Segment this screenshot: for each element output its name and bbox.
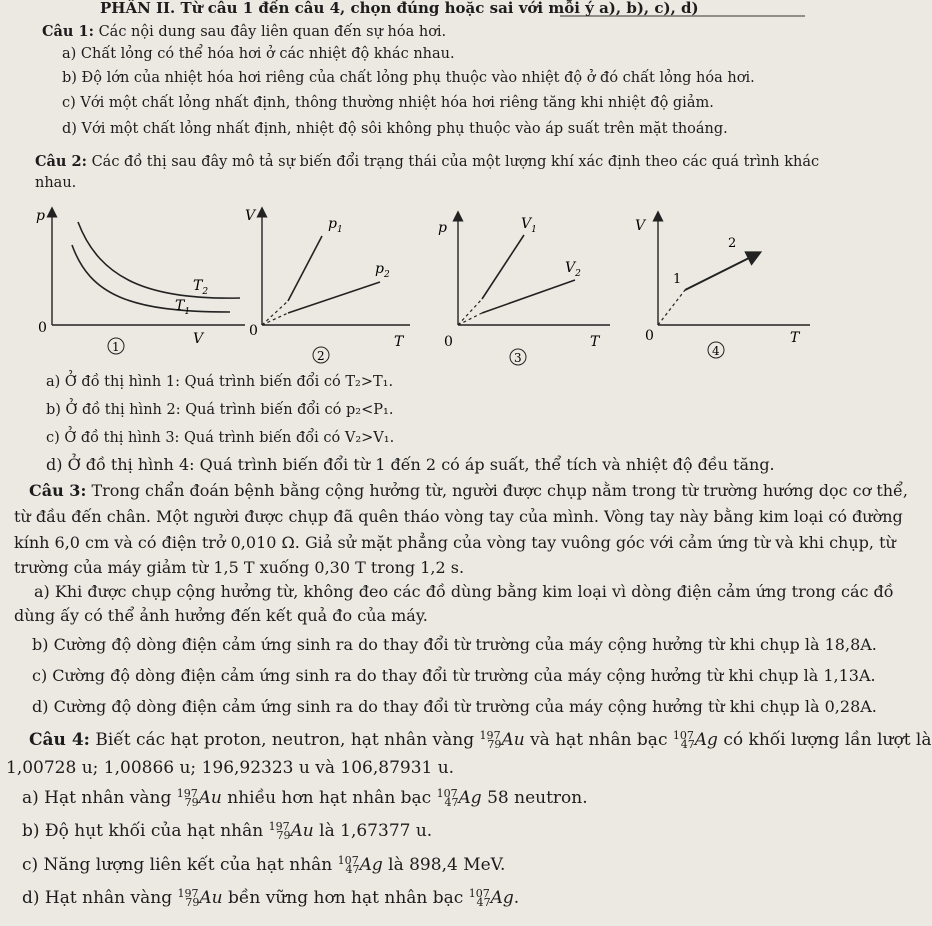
q2-option-b: b) Ở đồ thị hình 2: Quá trình biến đổi có p₂<P₁. — [46, 402, 394, 418]
g1-number: 1 — [112, 340, 120, 354]
g4-number: 4 — [712, 344, 720, 358]
q3-line1 — [29, 482, 908, 500]
g4-y-label: V — [635, 218, 646, 234]
q3-option-d: d) Cường độ dòng điện cảm ứng sinh ra do thay đổi từ trường của máy cộng hưởng từ khi chụp là 0,28A. — [32, 697, 877, 716]
g4-x-label: T — [790, 330, 800, 346]
g1-curve2-label: $T_1$ — [175, 298, 191, 317]
q1-option-b: b) Độ lớn của nhiệt hóa hơi riêng của chất lỏng phụ thuộc vào nhiệt độ ở đó chất lỏng hóa hơi. — [62, 70, 755, 86]
graph-4 — [635, 216, 810, 358]
g4-point2-label: 2 — [728, 236, 737, 251]
q2-stem-line1 — [35, 154, 819, 171]
q3-option-b: b) Cường độ dòng điện cảm ứng sinh ra do thay đổi từ trường của máy cộng hưởng từ khi chụp là 18,8A. — [32, 635, 877, 654]
q1-stem — [42, 24, 446, 41]
q1-option-d: d) Với một chất lỏng nhất định, nhiệt độ sôi không phụ thuộc vào áp suất trên mặt thoáng. — [62, 121, 728, 137]
g1-x-label: V — [193, 331, 204, 347]
q4-label: Câu 4: — [29, 730, 90, 750]
g3-v1-dashed — [458, 299, 482, 325]
g4-dashed — [658, 290, 685, 325]
q1-label: Câu 1: — [42, 23, 94, 40]
graphs-figure — [30, 200, 860, 368]
q3-option-c: c) Cường độ dòng điện cảm ứng sinh ra do thay đổi từ trường của máy cộng hưởng từ khi chụp là 1,13A. — [32, 666, 876, 685]
g2-x-label: T — [394, 334, 404, 350]
g2-p1-line — [288, 236, 322, 301]
q4-option-a: a) Hạt nhân vàng $^{197}$79Au nhiều hơn hạt nhân bạc $^{107}$47Ag 58 neutron. — [22, 786, 588, 810]
g2-number: 2 — [317, 349, 325, 363]
q3-line1-text: Trong chẩn đoán bệnh bằng cộng hưởng từ, người được chụp nằm trong từ trường hướng dọc cơ thể, — [91, 481, 908, 500]
q3-option-a-line2: dùng ấy có thể ảnh hưởng đến kết quả đo của máy. — [14, 606, 428, 625]
g3-number: 3 — [514, 351, 522, 365]
section-header: PHẦN II. Từ câu 1 đến câu 4, chọn đúng hoặc sai với mỗi ý a), b), c), d) — [100, 0, 699, 17]
q3-line4: trường của máy giảm từ 1,5 T xuống 0,30 T trong 1,2 s. — [14, 558, 465, 577]
q3-line3: kính 6,0 cm và có điện trở 0,010 Ω. Giả sử mặt phẳng của vòng tay vuông góc với cảm ứng từ và khi chụp, từ — [14, 533, 896, 552]
g2-p2-line — [288, 282, 380, 313]
q2-option-a: a) Ở đồ thị hình 1: Quá trình biến đổi có T₂>T₁. — [46, 374, 394, 390]
graph-2 — [245, 208, 410, 363]
silver-nuclide: $^{107}$47Ag — [337, 853, 383, 877]
g2-line2-label: $p_2$ — [375, 261, 390, 280]
q2-option-c: c) Ở đồ thị hình 3: Quá trình biến đổi có V₂>V₁. — [46, 430, 395, 446]
g3-y-label: p — [438, 220, 447, 236]
g2-line1-label: $p_1$ — [328, 216, 343, 235]
silver-nuclide: $^{107}$47Ag — [436, 786, 482, 810]
g3-line2-label: $V_2$ — [565, 260, 581, 279]
g4-process-line — [685, 255, 755, 290]
q4-option-d: d) Hạt nhân vàng $^{197}$79Au bền vững hơn hạt nhân bạc $^{107}$47Ag. — [22, 886, 520, 910]
g1-y-label: p — [36, 208, 45, 224]
g2-p1-dashed — [262, 301, 288, 325]
q2-label: Câu 2: — [35, 153, 87, 170]
g3-line1-label: $V_1$ — [521, 216, 537, 235]
gold-nuclide: $^{197}$79Au — [176, 786, 222, 810]
q2-stem-line2: nhau. — [35, 175, 77, 191]
q4-option-c: c) Năng lượng liên kết của hạt nhân $^{107}$47Ag là 898,4 MeV. — [22, 853, 506, 877]
g1-curve-T1 — [72, 245, 230, 312]
g1-curve1-label: $T_2$ — [193, 278, 209, 297]
gold-nuclide: $^{197}$79Au — [177, 886, 223, 910]
g3-origin: 0 — [444, 334, 453, 350]
q3-label: Câu 3: — [29, 481, 87, 500]
q4-line2: 1,00728 u; 1,00866 u; 196,92323 u và 106,87931 u. — [6, 758, 455, 778]
q1-option-a: a) Chất lỏng có thể hóa hơi ở các nhiệt độ khác nhau. — [62, 46, 455, 62]
g3-v2-dashed — [458, 313, 482, 325]
g3-v1-line — [482, 235, 524, 299]
header-underline — [560, 14, 810, 18]
q4-line1 — [29, 728, 932, 752]
q3-option-a-line1: a) Khi được chụp cộng hưởng từ, không đeo các đồ dùng bằng kim loại vì dòng điện cảm ứng trong các đồ — [34, 582, 894, 601]
q1-option-c: c) Với một chất lỏng nhất định, thông thường nhiệt hóa hơi riêng tăng khi nhiệt độ giảm. — [62, 95, 714, 111]
g2-p2-dashed — [262, 313, 288, 325]
g4-origin: 0 — [645, 328, 654, 344]
q2-option-d: d) Ở đồ thị hình 4: Quá trình biến đổi từ 1 đến 2 có áp suất, thể tích và nhiệt độ đều tăng. — [46, 455, 775, 474]
graph-1 — [36, 208, 245, 354]
g3-v2-line — [482, 280, 575, 313]
q4-line1-part2: và hạt nhân bạc — [530, 730, 668, 750]
g2-y-label: V — [245, 208, 256, 224]
q1-stem-text: Các nội dung sau đây liên quan đến sự hóa hơi. — [98, 24, 447, 40]
silver-nuclide: $^{107}$47Ag — [672, 728, 718, 752]
graph-3 — [438, 216, 610, 365]
q4-option-b: b) Độ hụt khối của hạt nhân $^{197}$79Au là 1,67377 u. — [22, 819, 433, 843]
q3-line2: từ đầu đến chân. Một người được chụp đã quên tháo vòng tay của mình. Vòng tay này bằng kim loại có đường — [14, 507, 903, 526]
silver-nuclide: $^{107}$47Ag — [468, 886, 514, 910]
q2-stem-text: Các đồ thị sau đây mô tả sự biến đổi trạng thái của một lượng khí xác định theo các quá trình khác — [91, 154, 820, 170]
g1-origin: 0 — [38, 320, 47, 336]
gold-nuclide: $^{197}$79Au — [268, 819, 314, 843]
g2-origin: 0 — [249, 323, 258, 339]
q4-line1-part3: có khối lượng lần lượt là — [723, 730, 932, 750]
g3-x-label: T — [590, 334, 600, 350]
q4-line1-part1: Biết các hạt proton, neutron, hạt nhân vàng — [95, 730, 475, 750]
gold-nuclide: $^{197}$79Au — [479, 728, 525, 752]
g4-point1-label: 1 — [673, 272, 682, 287]
